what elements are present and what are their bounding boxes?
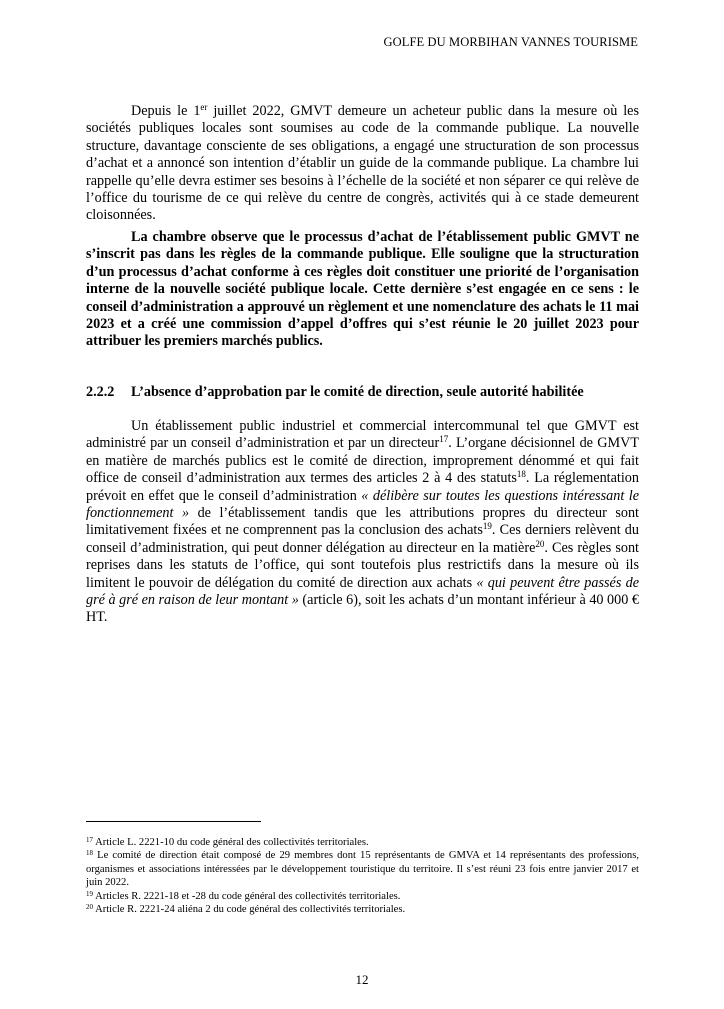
footnote-18 <box>86 849 639 889</box>
footnote-number: 20 <box>86 903 93 912</box>
ordinal-superscript: er <box>200 102 208 112</box>
footnote-number: 19 <box>86 889 93 898</box>
footnote-ref-17[interactable]: 17 <box>439 434 449 445</box>
footnote-ref-18[interactable]: 18 <box>516 469 526 480</box>
section-number: 2.2.2 <box>86 384 115 400</box>
footnote-text: Article R. 2221-24 aliéna 2 du code général des collectivités territoriales. <box>93 904 406 916</box>
footnote-separator <box>86 821 261 822</box>
page-number: 12 <box>355 972 369 987</box>
text-run: . La réglementation prévoit en effet que le conseil d’administration <box>86 470 639 504</box>
text-run: . Ces derniers relèvent du conseil d’administration, qui peut donner délégation au directeur en la matière <box>86 522 639 556</box>
footnote-19 <box>86 890 639 903</box>
quotation: « qui peuvent être passés de gré à gré en raison de leur montant » <box>86 574 639 609</box>
footnote-ref-20[interactable]: 20 <box>535 538 545 549</box>
text-run: Un établissement public industriel et commercial intercommunal tel que GMVT est administré par un conseil d’administration et par un directeur <box>86 418 639 452</box>
footnote-text: Le comité de direction était composé de 29 membres dont 15 représentants de GMVA et 14 représentants des professions, organismes et associations intéressées par le développement touristique du territoire. Il s’est réuni 23 fois entre janvier 2017 et juin 2022. <box>86 850 639 889</box>
footnote-ref-19[interactable]: 19 <box>482 521 492 532</box>
running-header: GOLFE DU MORBIHAN VANNES TOURISME <box>383 35 638 49</box>
footnote-17 <box>86 836 639 849</box>
text-run: . Ces règles sont reprises dans les statuts de l’office, qui sont toutefois plus restrictifs dans la mesure où ils limitent le pouvoir de délégation du comité de direction aux achats <box>86 539 639 591</box>
footnote-number: 18 <box>86 849 93 858</box>
paragraph-chamber-observation: La chambre observe que le processus d’achat de l’établissement public GMVT ne s’inscrit pas dans les règles de la commande publique. Elle souligne que la structuration d’un processus d’achat conforme à ces règles doit constituer une priorité de l’organisation interne de la nouvelle société publique locale. Cette dernière s’est engagée en ce sens : le conseil d’administration a approuvé un règlement et une nomenclature des achats le 11 mai 2023 et a créé une commission d’appel d’offres qui s’est réunie le 20 juillet 2023 pour attribuer les premiers marchés publics. <box>86 229 639 350</box>
footnote-number: 17 <box>86 836 93 844</box>
quotation: « délibère sur toutes les questions intéressant le fonctionnement » <box>86 487 639 522</box>
text-run: Depuis le 1 <box>131 103 201 119</box>
footnote-20 <box>86 903 639 916</box>
paragraph-governance <box>86 418 639 627</box>
text-run: (article 6), soit les achats d’un montant inférieur à 40 000 € HT. <box>86 592 639 626</box>
footnote-text: Article L. 2221-10 du code général des collectivités territoriales. <box>93 837 369 848</box>
text-run: de l’établissement tandis que les attributions propres du directeur sont limitativement fixées et ne comprennent pas la conclusion des achats <box>86 505 639 539</box>
paragraph-purchasing-status <box>86 103 639 225</box>
section-heading <box>86 384 646 401</box>
text-run: juillet 2022, GMVT demeure un acheteur public dans la mesure où les sociétés publiques locales sont soumises au code de la commande publique. La nouvelle structure, davantage consciente de ses obligations, a engagé une structuration de son processus d’achat et a annoncé son intention d’établir un guide de la commande publique. La chambre lui rappelle qu’elle devra estimer ses besoins à l’échelle de la société et non séparer ce qui relève de l’office du tourisme de ce qui relève du centre de congrès, activités qui à ce stade demeurent cloisonnées. <box>86 103 639 224</box>
section-title: L’absence d’approbation par le comité de direction, seule autorité habilitée <box>131 384 584 400</box>
footnote-text: Articles R. 2221-18 et -28 du code général des collectivités territoriales. <box>93 890 401 902</box>
footnotes <box>86 836 639 916</box>
text-run: . L’organe décisionnel de GMVT en matière de marchés publics est le comité de direction, improprement dénommé et qui fait office de conseil d’administration aux termes des articles 2 à 4 des statuts <box>86 435 639 487</box>
